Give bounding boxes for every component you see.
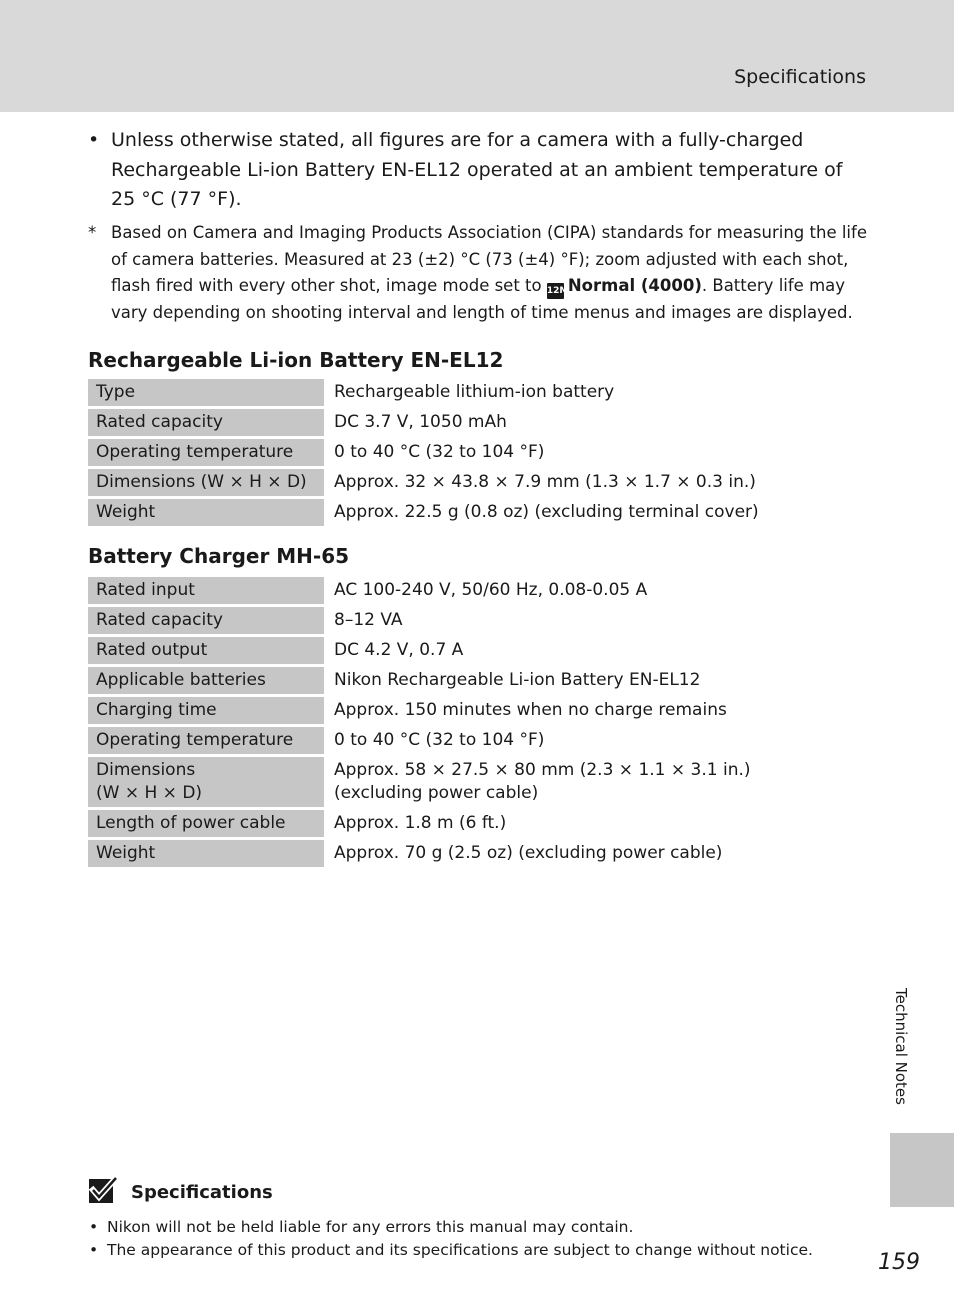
spec-label: Dimensions (W × H × D)	[88, 469, 324, 496]
charger-section-title: Battery Charger MH-65	[88, 544, 350, 568]
table-row	[88, 727, 858, 754]
spec-value-line2: (excluding power cable)	[334, 783, 539, 803]
footnote-text-after: . Battery life may vary depending on shooting interval and length of time menus and images are displayed.	[111, 276, 853, 322]
spec-value: 0 to 40 °C (32 to 104 °F)	[334, 730, 545, 750]
battery-spec-table	[88, 376, 858, 529]
spec-label: Weight	[88, 499, 324, 526]
intro-bullet	[88, 126, 858, 215]
side-tab[interactable]	[890, 1133, 954, 1207]
table-row	[88, 499, 858, 526]
spec-value-line1: Approx. 58 × 27.5 × 80 mm (2.3 × 1.1 × 3.1 in.)	[334, 760, 751, 780]
intro-bullet-text: Unless otherwise stated, all figures are for a camera with a fully-charged Rechargeable Li-ion Battery EN-EL12 operated at an ambient temperature of 25 °C (77 °F).	[111, 129, 843, 210]
spec-label: Weight	[88, 840, 324, 867]
page-header-title: Specifications	[734, 66, 866, 88]
table-row	[88, 840, 858, 867]
image-mode-12m-icon: 12M	[547, 283, 564, 299]
footnote-mode-name: Normal (4000)	[567, 276, 702, 295]
spec-label-line1: Dimensions	[96, 760, 196, 780]
spec-value: DC 4.2 V, 0.7 A	[334, 640, 464, 660]
table-row	[88, 409, 858, 436]
spec-label: Operating temperature	[88, 727, 324, 754]
spec-label: Rated capacity	[88, 607, 324, 634]
table-row	[88, 439, 858, 466]
list-item: • The appearance of this product and its specifications are subject to change without notice.	[88, 1239, 868, 1262]
table-row	[88, 379, 858, 406]
spec-value: Rechargeable lithium-ion battery	[334, 382, 615, 402]
spec-label: Applicable batteries	[88, 667, 324, 694]
spec-label: Rated input	[88, 577, 324, 604]
note-list	[88, 1216, 868, 1262]
spec-label: Rated output	[88, 637, 324, 664]
spec-value: Approx. 22.5 g (0.8 oz) (excluding terminal cover)	[334, 502, 759, 522]
spec-value: 8–12 VA	[334, 610, 403, 630]
footnote	[88, 220, 868, 326]
spec-label: Length of power cable	[88, 810, 324, 837]
table-row	[88, 469, 858, 496]
spec-value: Approx. 70 g (2.5 oz) (excluding power cable)	[334, 843, 723, 863]
charger-spec-table	[88, 574, 858, 870]
spec-value: AC 100-240 V, 50/60 Hz, 0.08-0.05 A	[334, 580, 648, 600]
footnote-text	[111, 220, 868, 326]
table-row	[88, 637, 858, 664]
spec-value: 0 to 40 °C (32 to 104 °F)	[334, 442, 545, 462]
table-row	[88, 697, 858, 724]
spec-value: Nikon Rechargeable Li-ion Battery EN-EL12	[334, 670, 701, 690]
spec-value: Approx. 1.8 m (6 ft.)	[334, 813, 507, 833]
page-number: 159	[878, 1250, 920, 1275]
bullet-dot: •	[88, 129, 100, 151]
spec-value: Approx. 150 minutes when no charge remains	[334, 700, 727, 720]
spec-label	[88, 757, 324, 807]
table-row	[88, 757, 858, 807]
table-row	[88, 810, 858, 837]
spec-label: Rated capacity	[88, 409, 324, 436]
spec-value	[324, 757, 858, 807]
footnote-text-before: Based on Camera and Imaging Products Association (CIPA) standards for measuring the life of camera batteries. Measured at 23 (±2) °C (73 (±4) °F); zoom adjusted with each shot, flash fired with every other shot, image mode set to	[111, 223, 867, 295]
header-band	[0, 0, 954, 112]
table-row	[88, 607, 858, 634]
spec-label: Type	[88, 379, 324, 406]
table-row	[88, 577, 858, 604]
spec-value: Approx. 32 × 43.8 × 7.9 mm (1.3 × 1.7 × 0.3 in.)	[334, 472, 756, 492]
checkmark-note-icon	[88, 1176, 118, 1204]
note-title: Specifications	[131, 1182, 273, 1203]
spec-value: DC 3.7 V, 1050 mAh	[334, 412, 507, 432]
list-item: • Nikon will not be held liable for any errors this manual may contain.	[88, 1216, 868, 1239]
spec-label-line2: (W × H × D)	[96, 783, 203, 803]
battery-section-title: Rechargeable Li-ion Battery EN-EL12	[88, 348, 504, 372]
table-row	[88, 667, 858, 694]
footnote-mark: *	[88, 223, 97, 242]
spec-label: Operating temperature	[88, 439, 324, 466]
side-tab-label: Technical Notes	[892, 988, 910, 1105]
spec-label: Charging time	[88, 697, 324, 724]
